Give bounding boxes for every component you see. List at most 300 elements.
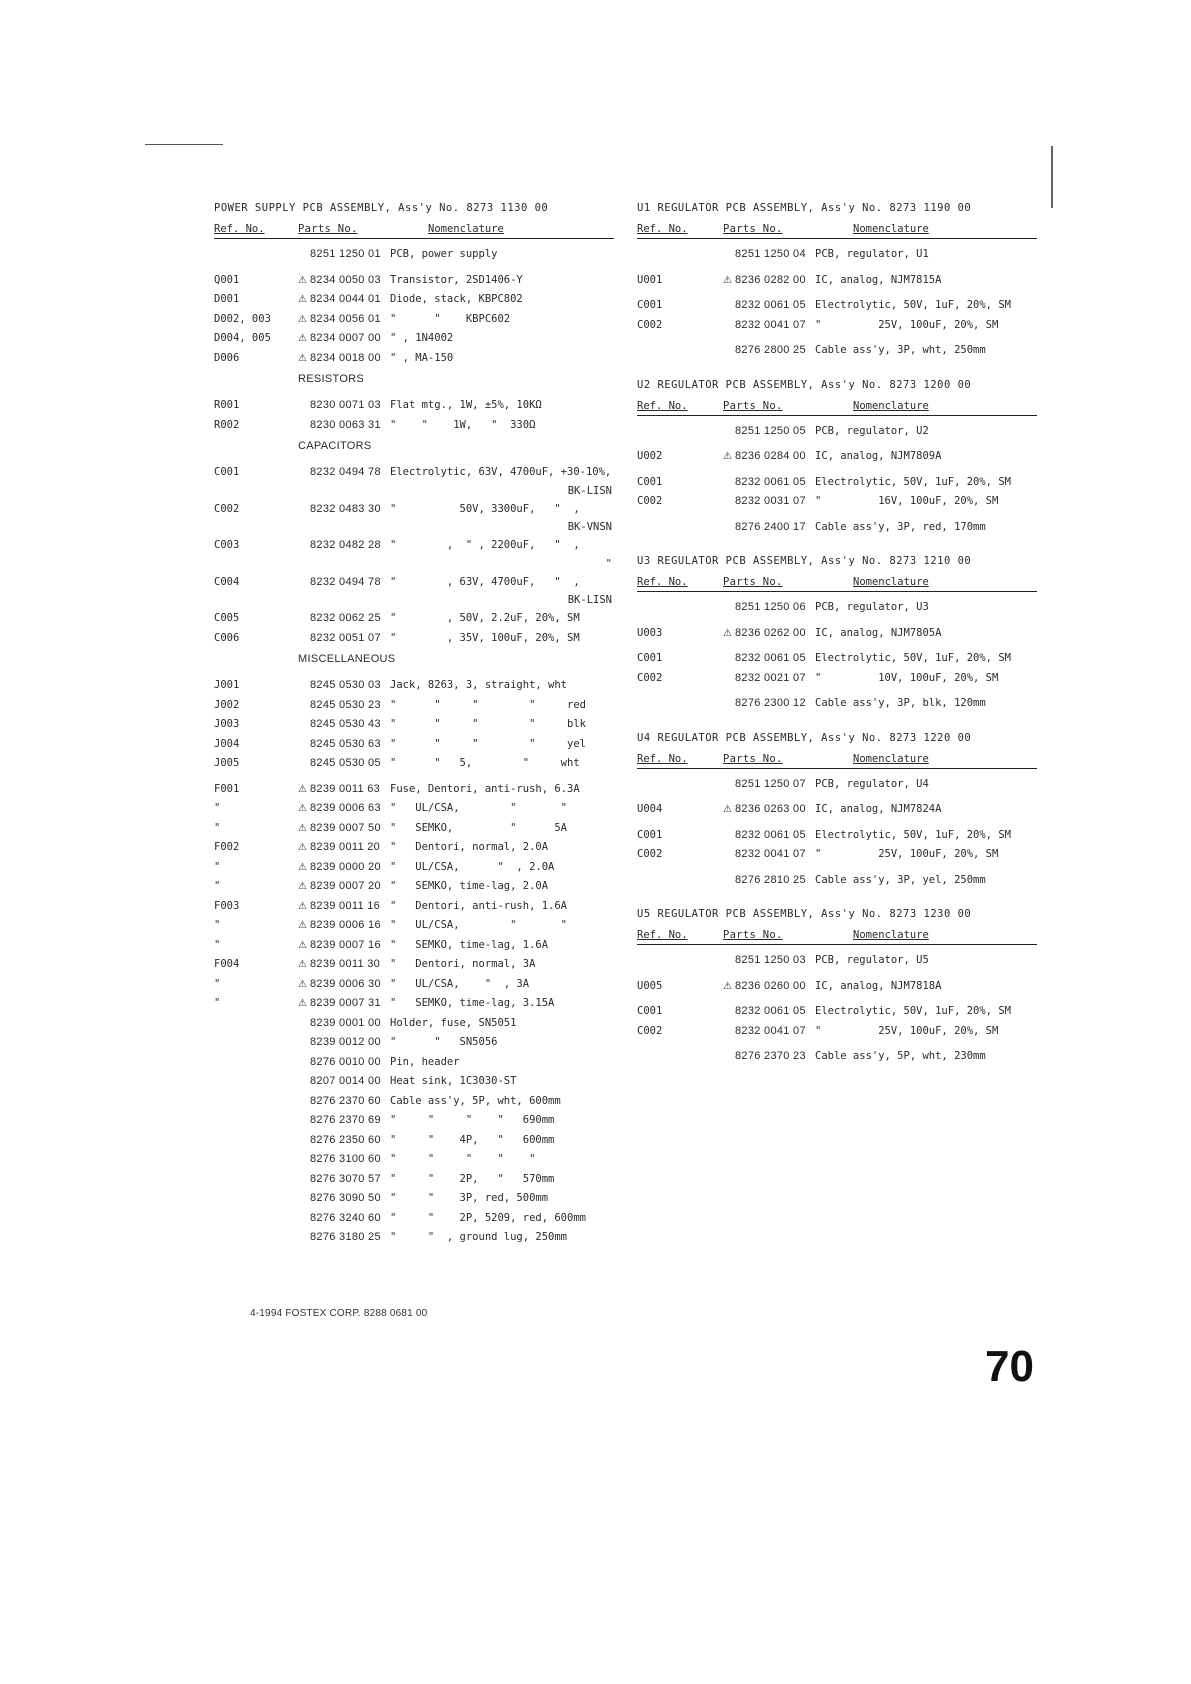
part-row bbox=[214, 838, 614, 858]
parts-no-text: 8276 3090 50 bbox=[310, 1192, 381, 1204]
parts-no-text: 8232 0061 05 bbox=[735, 828, 806, 841]
parts-no bbox=[723, 245, 815, 265]
parts-no bbox=[298, 1150, 390, 1170]
block-title: U2 REGULATOR PCB ASSEMBLY, Ass'y No. 8273 1200 00 bbox=[637, 378, 972, 391]
parts-no bbox=[298, 500, 390, 520]
parts-no bbox=[298, 556, 390, 573]
ref-no: C004 bbox=[214, 575, 240, 588]
parts-no-text: 8276 0010 00 bbox=[310, 1055, 381, 1068]
part-row bbox=[637, 951, 1037, 971]
nomenclature: IC, analog, NJM7805A bbox=[815, 626, 942, 639]
ref-no: F002 bbox=[214, 841, 240, 853]
part-row bbox=[637, 1002, 1037, 1022]
nomenclature: " SEMKO, time-lag, 1.6A bbox=[390, 938, 549, 951]
nomenclature: " , 50V, 2.2uF, 20%, SM bbox=[390, 612, 580, 624]
parts-no-text: 8239 0007 31 bbox=[310, 997, 381, 1009]
nomenclature: Flat mtg., 1W, ±5%, 10KΩ bbox=[390, 399, 542, 411]
part-row bbox=[214, 1053, 614, 1073]
nomenclature bbox=[390, 435, 614, 457]
nomenclature: " 16V, 100uF, 20%, SM bbox=[815, 495, 999, 507]
parts-no bbox=[723, 492, 815, 512]
ref-no: U005 bbox=[637, 979, 663, 992]
nomenclature-header: Nomenclature bbox=[428, 223, 504, 235]
ref-no bbox=[637, 694, 723, 714]
parts-no-text: 8276 3100 60 bbox=[310, 1153, 381, 1165]
parts-no bbox=[298, 271, 390, 291]
nomenclature: " , 1N4002 bbox=[390, 332, 454, 344]
parts-no-text: 8251 1250 01 bbox=[310, 248, 381, 260]
ref-no bbox=[214, 1228, 298, 1248]
ref-no bbox=[637, 518, 723, 538]
ref-no: C001 bbox=[637, 299, 663, 311]
parts-no bbox=[298, 819, 390, 839]
part-row bbox=[637, 845, 1037, 865]
parts-no-header: Parts No. bbox=[723, 399, 783, 412]
parts-no-text: 8239 0012 00 bbox=[310, 1036, 381, 1048]
parts-no-text: 8245 0530 63 bbox=[310, 737, 381, 750]
part-row bbox=[637, 492, 1037, 512]
parts-no bbox=[723, 871, 815, 891]
part-row bbox=[637, 598, 1037, 618]
subsection-heading bbox=[214, 435, 614, 457]
subsection-text: RESISTORS bbox=[298, 373, 365, 385]
nomenclature: IC, analog, NJM7818A bbox=[815, 979, 942, 992]
parts-no bbox=[298, 463, 390, 483]
nomenclature: Cable ass'y, 5P, wht, 600mm bbox=[390, 1094, 561, 1107]
parts-no bbox=[723, 826, 815, 846]
subsection-label bbox=[298, 435, 390, 457]
ref-no: " bbox=[214, 821, 221, 834]
ref-no bbox=[214, 1170, 298, 1190]
part-row bbox=[214, 897, 614, 917]
nomenclature: Heat sink, 1C3030-ST bbox=[390, 1075, 517, 1087]
safety-warning-icon: ⚠ bbox=[298, 783, 308, 795]
regulator-block bbox=[637, 906, 1037, 1067]
ref-no-header: Ref. No. bbox=[637, 929, 688, 941]
ref-no: C001 bbox=[214, 466, 240, 478]
nomenclature: " , " , 2200uF, " , bbox=[390, 539, 580, 551]
block-title: U4 REGULATOR PCB ASSEMBLY, Ass'y No. 8273 1220 00 bbox=[637, 731, 972, 744]
nomenclature: " bbox=[605, 557, 612, 570]
nomenclature: " " " " blk bbox=[390, 718, 586, 730]
part-row bbox=[214, 975, 614, 995]
safety-warning-icon: ⚠ bbox=[298, 274, 308, 286]
parts-no bbox=[723, 518, 815, 538]
safety-warning-icon: ⚠ bbox=[298, 352, 308, 364]
ref-no bbox=[214, 1209, 298, 1229]
regulator-block bbox=[637, 730, 1037, 891]
nomenclature: " " 5, " wht bbox=[390, 757, 580, 769]
parts-no bbox=[723, 800, 815, 820]
parts-no-text: 8239 0011 20 bbox=[310, 841, 381, 853]
nomenclature: Electrolytic, 50V, 1uF, 20%, SM bbox=[815, 1005, 1011, 1017]
parts-no-text: 8232 0061 05 bbox=[735, 1005, 806, 1017]
parts-no-text: 8245 0530 05 bbox=[310, 757, 381, 769]
parts-no bbox=[723, 1002, 815, 1022]
part-row bbox=[214, 245, 614, 265]
part-row bbox=[214, 877, 614, 897]
parts-no bbox=[298, 780, 390, 800]
nomenclature: Transistor, 2SD1406-Y bbox=[390, 273, 523, 286]
column-header bbox=[214, 220, 614, 239]
parts-no-text: 8239 0007 20 bbox=[310, 880, 381, 892]
parts-no bbox=[298, 1053, 390, 1073]
section-title: POWER SUPPLY PCB ASSEMBLY, Ass'y No. 8273 1130 00 bbox=[214, 202, 549, 214]
nomenclature: Jack, 8263, 3, straight, wht bbox=[390, 679, 568, 691]
parts-no-header: Parts No. bbox=[723, 576, 783, 588]
nomenclature: Cable ass'y, 3P, wht, 250mm bbox=[815, 344, 986, 356]
ref-no: J003 bbox=[214, 718, 240, 730]
parts-no bbox=[298, 1131, 390, 1151]
parts-no-text: 8276 2370 23 bbox=[735, 1050, 806, 1062]
parts-no-text: 8239 0011 63 bbox=[310, 782, 381, 795]
part-row bbox=[214, 349, 614, 369]
nomenclature: " " , ground lug, 250mm bbox=[390, 1231, 568, 1243]
parts-no bbox=[298, 1170, 390, 1190]
parts-no bbox=[723, 341, 815, 361]
parts-no-text: 8236 0260 00 bbox=[735, 979, 806, 992]
part-row bbox=[214, 676, 614, 696]
ref-no bbox=[637, 422, 723, 442]
nomenclature: " " SN5056 bbox=[390, 1036, 498, 1048]
part-row bbox=[637, 341, 1037, 361]
nomenclature: PCB, regulator, U5 bbox=[815, 954, 929, 966]
parts-no-text: 8232 0494 78 bbox=[310, 466, 381, 478]
parts-no-text: 8276 2370 69 bbox=[310, 1114, 381, 1126]
ref-no bbox=[637, 871, 723, 891]
parts-no-text: 8232 0041 07 bbox=[735, 848, 806, 860]
nomenclature: Electrolytic, 50V, 1uF, 20%, SM bbox=[815, 828, 1011, 841]
nomenclature: PCB, regulator, U3 bbox=[815, 601, 929, 613]
parts-no bbox=[298, 735, 390, 755]
parts-no-text: 8251 1250 03 bbox=[735, 954, 806, 966]
safety-warning-icon: ⚠ bbox=[723, 451, 733, 462]
nomenclature: PCB, power supply bbox=[390, 248, 498, 260]
part-row bbox=[214, 1072, 614, 1092]
nomenclature: " 50V, 3300uF, " , bbox=[390, 502, 580, 515]
part-row bbox=[214, 799, 614, 819]
safety-warning-icon: ⚠ bbox=[723, 804, 733, 815]
part-row bbox=[214, 735, 614, 755]
nomenclature: " Dentori, normal, 3A bbox=[390, 958, 536, 970]
ref-no: D004, 005 bbox=[214, 332, 271, 344]
ref-no: C002 bbox=[637, 318, 663, 331]
ref-no bbox=[214, 1092, 298, 1112]
column-header bbox=[637, 926, 1037, 945]
block-title: U5 REGULATOR PCB ASSEMBLY, Ass'y No. 8273 1230 00 bbox=[637, 908, 972, 920]
ref-no: J005 bbox=[214, 757, 240, 769]
part-row bbox=[214, 290, 614, 310]
subsection-label bbox=[298, 368, 390, 390]
safety-warning-icon: ⚠ bbox=[298, 822, 308, 834]
column-header bbox=[637, 397, 1037, 416]
nomenclature: " UL/CSA, " " bbox=[390, 802, 568, 814]
part-row bbox=[637, 1022, 1037, 1042]
safety-warning-icon: ⚠ bbox=[298, 920, 308, 931]
parts-no bbox=[298, 1014, 390, 1034]
subsection-text: MISCELLANEOUS bbox=[298, 653, 396, 665]
nomenclature: " UL/CSA, " , 2.0A bbox=[390, 860, 555, 873]
parts-no-text: 8276 2400 17 bbox=[735, 520, 806, 533]
ref-no: D002, 003 bbox=[214, 312, 271, 325]
part-row bbox=[214, 1150, 614, 1170]
part-row bbox=[637, 871, 1037, 891]
nomenclature-header: Nomenclature bbox=[853, 752, 929, 765]
nomenclature: " " 2P, " 570mm bbox=[390, 1172, 555, 1185]
power-supply-assembly-section bbox=[214, 200, 614, 1262]
parts-no-text: 8239 0000 20 bbox=[310, 860, 381, 873]
part-row bbox=[214, 416, 614, 436]
parts-no-text: 8232 0031 07 bbox=[735, 495, 806, 507]
parts-no-text: 8276 3180 25 bbox=[310, 1231, 381, 1243]
subsection-text: CAPACITORS bbox=[298, 440, 372, 452]
ref-no bbox=[214, 556, 298, 573]
page-number: 70 bbox=[985, 1342, 1034, 1391]
block-title: U3 REGULATOR PCB ASSEMBLY, Ass'y No. 8273 1210 00 bbox=[637, 555, 972, 567]
parts-no-text: 8251 1250 04 bbox=[735, 248, 806, 260]
nomenclature: " , MA-150 bbox=[390, 351, 454, 364]
safety-warning-icon: ⚠ bbox=[298, 803, 308, 814]
safety-warning-icon: ⚠ bbox=[723, 274, 733, 286]
part-row bbox=[214, 715, 614, 735]
parts-no bbox=[298, 897, 390, 917]
parts-no bbox=[298, 936, 390, 956]
nomenclature: " " 2P, 5209, red, 600mm bbox=[390, 1211, 586, 1224]
safety-warning-icon: ⚠ bbox=[298, 900, 308, 912]
ref-no bbox=[214, 519, 298, 536]
part-row bbox=[637, 316, 1037, 336]
part-row bbox=[214, 609, 614, 629]
nomenclature: " Dentori, normal, 2.0A bbox=[390, 841, 549, 853]
parts-no-text: 8239 0001 00 bbox=[310, 1016, 381, 1029]
parts-no-text: 8234 0018 00 bbox=[310, 351, 381, 364]
part-row bbox=[214, 573, 614, 593]
ref-no bbox=[214, 1072, 298, 1092]
parts-no-text: 8207 0014 00 bbox=[310, 1075, 381, 1087]
nomenclature: " 25V, 100uF, 20%, SM bbox=[815, 848, 999, 860]
safety-warning-icon: ⚠ bbox=[723, 980, 733, 992]
nomenclature: " " " " yel bbox=[390, 737, 586, 750]
parts-no bbox=[298, 245, 390, 265]
ref-no bbox=[637, 598, 723, 618]
ref-no-header: Ref. No. bbox=[637, 399, 688, 412]
parts-no bbox=[298, 975, 390, 995]
part-row bbox=[214, 310, 614, 330]
part-row bbox=[214, 1228, 614, 1248]
part-row bbox=[214, 1170, 614, 1190]
ref-no: C002 bbox=[637, 671, 663, 684]
parts-no bbox=[298, 676, 390, 696]
nomenclature: " " 3P, red, 500mm bbox=[390, 1192, 549, 1204]
subsection-heading bbox=[214, 648, 614, 670]
ref-no: J001 bbox=[214, 679, 240, 691]
parts-no bbox=[723, 598, 815, 618]
ref-no: " bbox=[214, 997, 221, 1009]
parts-no-text: 8236 0282 00 bbox=[735, 273, 806, 286]
safety-warning-icon: ⚠ bbox=[298, 939, 308, 951]
nomenclature: " SEMKO, time-lag, 2.0A bbox=[390, 880, 549, 892]
nomenclature: " " KBPC602 bbox=[390, 312, 511, 325]
nomenclature: Cable ass'y, 3P, blk, 120mm bbox=[815, 697, 986, 709]
parts-no-text: 8232 0483 30 bbox=[310, 502, 381, 515]
regulator-block bbox=[637, 553, 1037, 714]
parts-no bbox=[298, 329, 390, 349]
parts-no bbox=[298, 1189, 390, 1209]
nomenclature bbox=[390, 648, 614, 670]
nomenclature: Electrolytic, 63V, 4700uF, +30-10%, bbox=[390, 466, 612, 478]
parts-no-header: Parts No. bbox=[723, 929, 783, 941]
parts-no bbox=[298, 290, 390, 310]
parts-no-text: 8232 0041 07 bbox=[735, 318, 806, 331]
parts-no bbox=[723, 977, 815, 997]
parts-no bbox=[298, 519, 390, 536]
parts-no-text: 8232 0021 07 bbox=[735, 671, 806, 684]
ref-no bbox=[214, 1053, 298, 1073]
parts-no-text: 8232 0061 05 bbox=[735, 475, 806, 488]
parts-no-text: 8232 0062 25 bbox=[310, 612, 381, 624]
nomenclature: PCB, regulator, U4 bbox=[815, 777, 929, 790]
parts-no-text: 8232 0482 28 bbox=[310, 539, 381, 551]
nomenclature: PCB, regulator, U2 bbox=[815, 424, 929, 437]
regulator-blocks bbox=[637, 200, 1037, 1067]
parts-no bbox=[298, 754, 390, 774]
ref-no bbox=[637, 951, 723, 971]
parts-no-text: 8236 0262 00 bbox=[735, 626, 806, 639]
ref-no: J004 bbox=[214, 737, 240, 750]
ref-no: U002 bbox=[637, 450, 663, 462]
parts-no bbox=[298, 799, 390, 819]
part-row bbox=[214, 271, 614, 291]
nomenclature: " " 1W, " 330Ω bbox=[390, 418, 536, 431]
part-row bbox=[637, 775, 1037, 795]
parts-no bbox=[298, 609, 390, 629]
part-row bbox=[214, 1111, 614, 1131]
nomenclature: " " " " " bbox=[390, 1153, 536, 1165]
ref-no: C003 bbox=[214, 539, 240, 551]
nomenclature: " SEMKO, time-lag, 3.15A bbox=[390, 997, 555, 1009]
parts-no bbox=[723, 624, 815, 644]
ref-no bbox=[214, 1131, 298, 1151]
nomenclature: " SEMKO, " 5A bbox=[390, 821, 568, 834]
parts-no bbox=[298, 396, 390, 416]
part-row bbox=[214, 536, 614, 556]
parts-no-text: 8239 0011 16 bbox=[310, 899, 381, 912]
parts-no bbox=[723, 473, 815, 493]
nomenclature: " 10V, 100uF, 20%, SM bbox=[815, 671, 999, 684]
parts-no-text: 8239 0006 30 bbox=[310, 977, 381, 990]
nomenclature: Electrolytic, 50V, 1uF, 20%, SM bbox=[815, 299, 1011, 311]
part-row bbox=[637, 826, 1037, 846]
nomenclature: " " 4P, " 600mm bbox=[390, 1133, 555, 1146]
ref-no: Q001 bbox=[214, 273, 240, 286]
part-row bbox=[214, 696, 614, 716]
parts-no bbox=[723, 1047, 815, 1067]
part-row bbox=[637, 800, 1037, 820]
part-row bbox=[637, 649, 1037, 669]
ref-no bbox=[214, 648, 298, 670]
part-row bbox=[214, 1131, 614, 1151]
parts-no bbox=[298, 715, 390, 735]
ref-no: C001 bbox=[637, 828, 663, 841]
part-row bbox=[214, 936, 614, 956]
parts-no bbox=[298, 629, 390, 649]
parts-no bbox=[723, 296, 815, 316]
part-row bbox=[214, 780, 614, 800]
parts-no bbox=[723, 447, 815, 467]
part-row bbox=[637, 271, 1037, 291]
part-row bbox=[214, 463, 614, 483]
parts-no-text: 8236 0284 00 bbox=[735, 450, 806, 462]
parts-no bbox=[298, 1092, 390, 1112]
part-row bbox=[637, 669, 1037, 689]
safety-warning-icon: ⚠ bbox=[298, 959, 308, 970]
ref-no: C001 bbox=[637, 652, 663, 664]
parts-no-header: Parts No. bbox=[723, 752, 783, 765]
ref-no bbox=[214, 1189, 298, 1209]
parts-no bbox=[723, 316, 815, 336]
ref-no: " bbox=[214, 860, 221, 873]
part-row bbox=[637, 422, 1037, 442]
parts-no-text: 8245 0530 03 bbox=[310, 679, 381, 691]
part-row bbox=[637, 518, 1037, 538]
part-row bbox=[214, 629, 614, 649]
ref-no: U001 bbox=[637, 273, 663, 286]
nomenclature: Holder, fuse, SN5051 bbox=[390, 1016, 517, 1029]
safety-warning-icon: ⚠ bbox=[298, 294, 308, 305]
parts-no-text: 8276 2370 60 bbox=[310, 1094, 381, 1107]
parts-no bbox=[298, 696, 390, 716]
part-row bbox=[214, 916, 614, 936]
nomenclature: " UL/CSA, " " bbox=[390, 919, 568, 931]
part-row bbox=[214, 994, 614, 1014]
ref-no-header: Ref. No. bbox=[637, 223, 688, 235]
nomenclature: PCB, regulator, U1 bbox=[815, 248, 929, 260]
parts-no bbox=[298, 416, 390, 436]
regulator-block bbox=[637, 377, 1037, 538]
parts-no bbox=[723, 694, 815, 714]
parts-no bbox=[298, 916, 390, 936]
part-row bbox=[214, 500, 614, 520]
part-row bbox=[214, 396, 614, 416]
ref-no: C005 bbox=[214, 612, 240, 624]
nomenclature: Fuse, Dentori, anti-rush, 6.3A bbox=[390, 782, 580, 795]
part-row bbox=[214, 858, 614, 878]
ref-no: F004 bbox=[214, 958, 240, 970]
parts-no bbox=[723, 775, 815, 795]
nomenclature-header: Nomenclature bbox=[853, 576, 929, 588]
column-header bbox=[637, 750, 1037, 769]
parts-no bbox=[298, 1072, 390, 1092]
nomenclature bbox=[390, 368, 614, 390]
ref-no: " bbox=[214, 938, 221, 951]
part-row bbox=[214, 1189, 614, 1209]
ref-no: F003 bbox=[214, 899, 240, 912]
ref-no: C002 bbox=[637, 495, 663, 507]
parts-no bbox=[298, 592, 390, 609]
nomenclature: Cable ass'y, 3P, red, 170mm bbox=[815, 520, 986, 533]
parts-no-text: 8245 0530 23 bbox=[310, 698, 381, 711]
part-row bbox=[214, 1209, 614, 1229]
part-row bbox=[637, 296, 1037, 316]
parts-no bbox=[298, 1111, 390, 1131]
safety-warning-icon: ⚠ bbox=[723, 627, 733, 639]
parts-no-text: 8232 0494 78 bbox=[310, 575, 381, 588]
ref-no bbox=[637, 245, 723, 265]
ref-no bbox=[637, 775, 723, 795]
nomenclature: " 25V, 100uF, 20%, SM bbox=[815, 1024, 999, 1037]
ref-no bbox=[214, 592, 298, 609]
parts-no bbox=[298, 877, 390, 897]
